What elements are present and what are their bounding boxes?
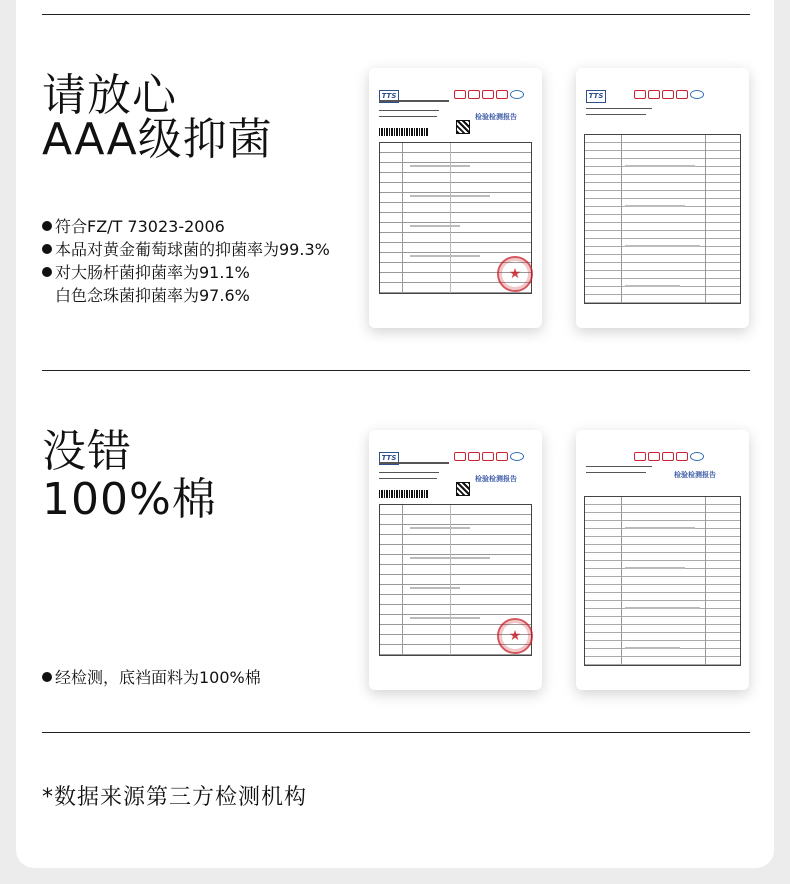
bullet-item: 对大肠杆菌抑菌率为91.1% [42,261,330,284]
bullet-item: 符合FZ/T 73023-2006 [42,215,330,238]
bullet-dot-icon [42,244,52,254]
bullet-item-continuation: 白色念珠菌抑菌率为97.6% [55,286,250,305]
test-report-image-1b [576,68,749,328]
qr-code-icon [456,120,470,134]
section1-title-line2: AAA级抑菌 [42,114,273,165]
section2-title-line1: 没错 [42,426,132,477]
report-title: 检验检测报告 [674,471,716,479]
official-seal-icon [497,618,533,654]
section2-title-line2: 100%棉 [42,474,217,525]
tts-logo-icon: TTS [379,452,399,465]
test-report-image-2a [369,430,542,690]
barcode-icon [379,490,429,498]
certification-marks-icon [454,90,524,100]
qr-code-icon [456,482,470,496]
section1-bullet-list [42,215,330,307]
tts-logo-icon: TTS [379,90,399,103]
bottom-divider [42,732,750,733]
bullet-item: 经检测，底裆面料为100%棉 [42,666,261,689]
certification-marks-icon [634,90,704,100]
certification-marks-icon [634,452,704,462]
page-card [16,0,774,868]
official-seal-icon [497,256,533,292]
report-title: 检验检测报告 [475,113,517,121]
test-report-image-2b [576,430,749,690]
report-table [584,496,741,666]
report-table [584,134,741,304]
bullet-dot-icon [42,267,52,277]
middle-divider [42,370,750,371]
test-report-image-1a [369,68,542,328]
barcode-icon [379,128,429,136]
bullet-dot-icon [42,221,52,231]
report-title: 检验检测报告 [475,475,517,483]
data-source-footnote: *数据来源第三方检测机构 [42,785,308,810]
section1-title-line1: 请放心 [42,70,177,121]
bullet-item: 本品对黄金葡萄球菌的抑菌率为99.3% [42,238,330,261]
tts-logo-icon: TTS [586,90,606,103]
bullet-dot-icon [42,672,52,682]
section2-bullet-list [42,666,261,689]
certification-marks-icon [454,452,524,462]
top-divider [42,14,750,15]
